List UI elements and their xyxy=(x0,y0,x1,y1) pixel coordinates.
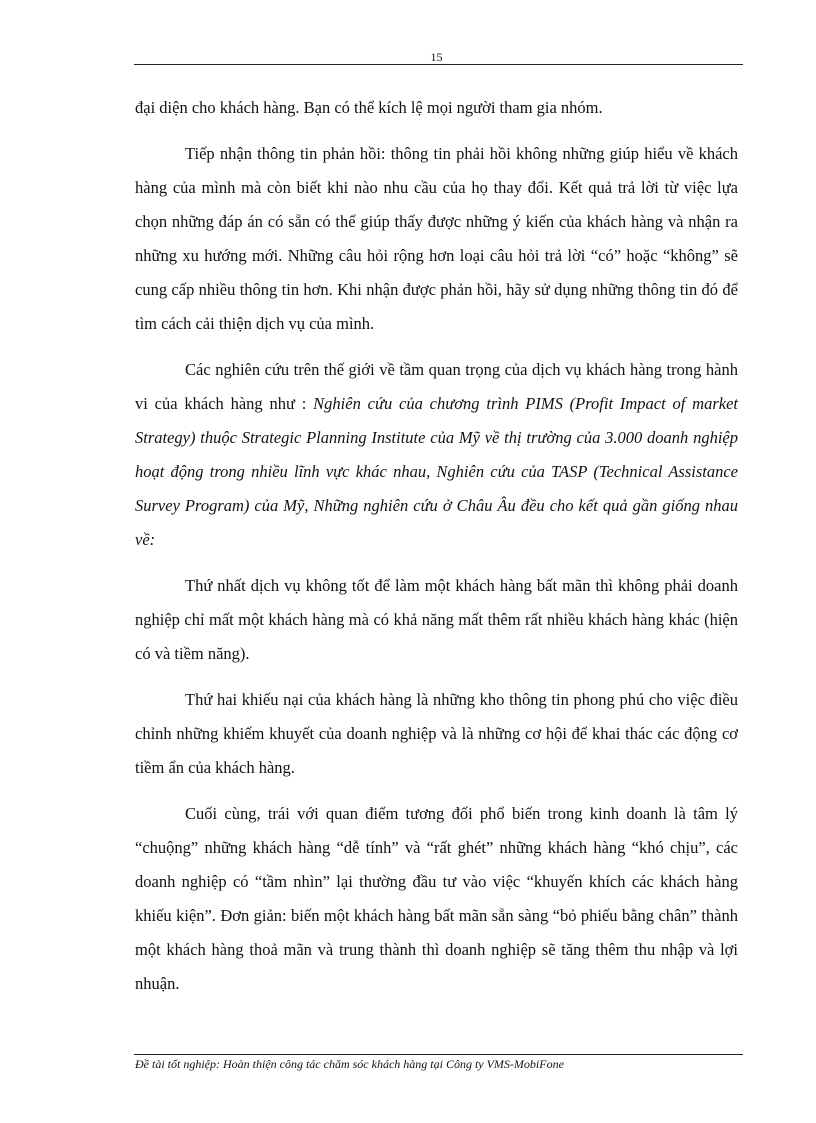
footer-rule xyxy=(134,1054,743,1055)
paragraph-2: Tiếp nhận thông tin phản hồi: thông tin phải hồi không những giúp hiểu về khách hàng của mình mà còn biết khi nào nhu cầu của họ thay đổi. Kết quả trả lời từ việc lựa chọn những đáp án có sẵn có thể giúp thấy được những ý kiến của khách hàng và nhận ra những xu hướng mới. Những câu hỏi rộng hơn loại câu hỏi trả lời “có” hoặc “không” sẽ cung cấp nhiều thông tin hơn. Khi nhận được phản hồi, hãy sử dụng những thông tin đó để tìm cách cải thiện dịch vụ của mình. xyxy=(135,144,738,333)
paragraph-1: đại diện cho khách hàng. Bạn có thể kích lệ mọi người tham gia nhóm. xyxy=(135,98,603,117)
paragraph-3-italic: Nghiên cứu của chương trình PIMS (Profit Impact of market Strategy) thuộc Strategic Planning Institute của Mỹ về thị trường của 3.000 doanh nghiệp hoạt động trong nhiều lĩnh vực khác nhau, Nghiên cứu của TASP (Technical Assistance Survey Program) của Mỹ, Những nghiên cứu ở Châu Âu đều cho kết quả gần giống nhau về: xyxy=(135,394,738,549)
paragraph-5: Thứ hai khiếu nại của khách hàng là những kho thông tin phong phú cho việc điều chỉnh những khiếm khuyết của doanh nghiệp và là những cơ hội để khai thác các động cơ tiềm ẩn của khách hàng. xyxy=(135,690,738,777)
page-number: 15 xyxy=(430,50,443,64)
paragraph-4: Thứ nhất dịch vụ không tốt để làm một khách hàng bất mãn thì không phải doanh nghiệp chỉ mất một khách hàng mà có khả năng mất thêm rất nhiều khách hàng khác (hiện có và tiềm năng). xyxy=(135,576,738,663)
paragraph-3-lead: Các nghiên cứu trên thế giới về tầm quan trọng của dịch vụ khách hàng trong hành vi của khách hàng như : xyxy=(135,360,738,413)
header-rule xyxy=(134,64,743,65)
paragraph-6: Cuối cùng, trái với quan điểm tương đối phổ biến trong kinh doanh là tâm lý “chuộng” những khách hàng “dễ tính” và “rất ghét” những khách hàng “khó chịu”, các doanh nghiệp có “tầm nhìn” lại thường đầu tư vào việc “khuyến khích các khách hàng khiếu kiện”. Đơn giản: biến một khách hàng bất mãn sẵn sàng “bỏ phiếu bằng chân” thành một khách hàng thoả mãn và trung thành thì doanh nghiệp sẽ tăng thêm thu nhập và lợi nhuận. xyxy=(135,804,738,993)
body-text xyxy=(135,91,738,1013)
paragraph-3 xyxy=(135,353,738,557)
footer-text: Đề tài tốt nghiệp: Hoàn thiện công tác chăm sóc khách hàng tại Công ty VMS-MobiFone xyxy=(135,1057,564,1071)
